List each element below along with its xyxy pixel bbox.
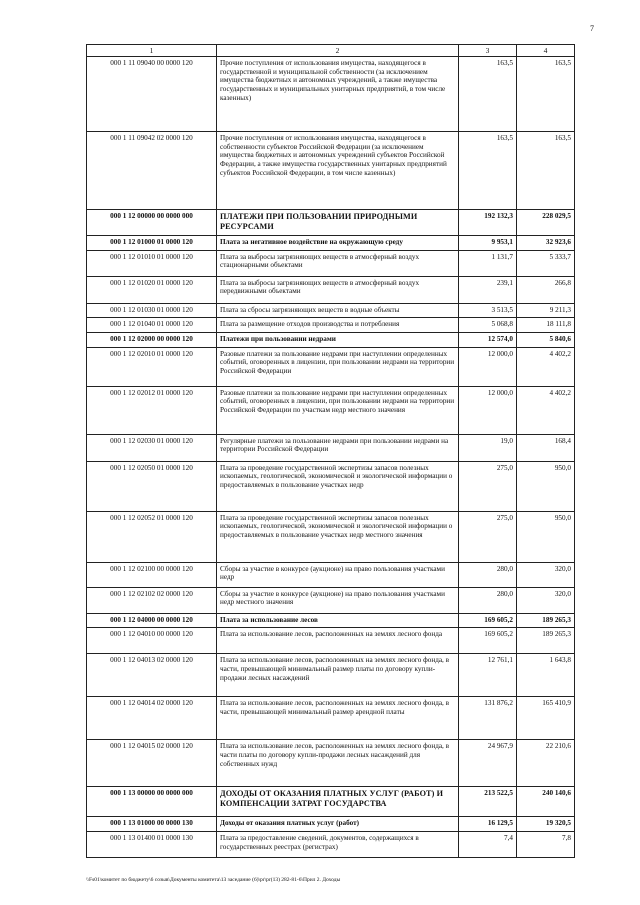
revenue-name: Плата за использование лесов, расположенных на землях лесного фонда, в части, превышающей минимальный размер арендной платы: [217, 697, 459, 740]
revenue-name: Разовые платежи за пользование недрами при наступлении определенных событий, оговоренных в лицензии, при пользовании недрами на территории Российской Федерации по участкам недр местного значения: [217, 386, 459, 434]
value-year-1: 12 574,0: [459, 332, 517, 347]
revenue-code: 000 1 11 09042 02 0000 120: [87, 132, 217, 210]
table-row: [87, 562, 575, 587]
revenue-name: Плата за проведение государственной экспертизы запасов полезных ископаемых, геологической, экономической и экологической информации о предоставляемых в пользование участках недр местного значения: [217, 511, 459, 562]
table-header-row: [87, 45, 575, 57]
revenue-code: 000 1 12 02010 01 0000 120: [87, 347, 217, 386]
value-year-1: 12 000,0: [459, 386, 517, 434]
revenue-code: 000 1 12 04015 02 0000 120: [87, 740, 217, 787]
revenue-code: 000 1 13 00000 00 0000 000: [87, 787, 217, 817]
revenue-code: 000 1 12 02102 02 0000 120: [87, 587, 217, 613]
value-year-2: 4 402,2: [517, 386, 575, 434]
value-year-2: 5 840,6: [517, 332, 575, 347]
value-year-2: 320,0: [517, 562, 575, 587]
value-year-2: 18 111,8: [517, 318, 575, 333]
table-row: [87, 386, 575, 434]
table-row: [87, 613, 575, 628]
value-year-1: 16 129,5: [459, 817, 517, 832]
revenue-name: Прочие поступления от использования имущества, находящегося в собственности субъектов Российской Федерации (за исключением имущества бюджетных и автономных учреждений субъектов Российской Федерации, а также имущества государственных унитарных предприятий субъектов Российской Федерации, в том числе казенных): [217, 132, 459, 210]
value-year-2: 32 923,6: [517, 235, 575, 250]
value-year-1: 131 876,2: [459, 697, 517, 740]
revenue-code: 000 1 12 02012 01 0000 120: [87, 386, 217, 434]
table-row: [87, 628, 575, 654]
value-year-1: 213 522,5: [459, 787, 517, 817]
value-year-2: 22 210,6: [517, 740, 575, 787]
value-year-1: 239,1: [459, 276, 517, 303]
table-row: [87, 697, 575, 740]
revenue-name: Доходы от оказания платных услуг (работ): [217, 817, 459, 832]
value-year-2: 228 029,5: [517, 210, 575, 236]
revenue-name: Плата за размещение отходов производства и потребления: [217, 318, 459, 333]
value-year-1: 3 513,5: [459, 303, 517, 318]
value-year-1: 280,0: [459, 562, 517, 587]
table-row: [87, 332, 575, 347]
column-header: 1: [87, 45, 217, 57]
value-year-2: 163,5: [517, 57, 575, 132]
revenue-name: Плата за использование лесов, расположенных на землях лесного фонда, в части, превышающей минимальный размер платы по договору купли-продажи лесных насаждений: [217, 654, 459, 697]
value-year-1: 280,0: [459, 587, 517, 613]
table-row: [87, 347, 575, 386]
revenue-code: 000 1 12 02100 00 0000 120: [87, 562, 217, 587]
table-row: [87, 57, 575, 132]
revenue-code: 000 1 12 01030 01 0000 120: [87, 303, 217, 318]
revenue-name: ПЛАТЕЖИ ПРИ ПОЛЬЗОВАНИИ ПРИРОДНЫМИ РЕСУРСАМИ: [217, 210, 459, 236]
revenue-name: Плата за проведение государственной экспертизы запасов полезных ископаемых, геологической, экономической и экологической информации о предоставляемых в пользование участках недр: [217, 461, 459, 511]
value-year-1: 169 605,2: [459, 613, 517, 628]
value-year-2: 19 320,5: [517, 817, 575, 832]
value-year-1: 12 000,0: [459, 347, 517, 386]
value-year-1: 19,0: [459, 434, 517, 461]
table-row: [87, 787, 575, 817]
value-year-2: 5 333,7: [517, 250, 575, 276]
value-year-1: 163,5: [459, 132, 517, 210]
revenue-code: 000 1 12 04014 02 0000 120: [87, 697, 217, 740]
revenue-name: Регулярные платежи за пользование недрами при пользовании недрами на территории Российской Федерации: [217, 434, 459, 461]
value-year-1: 1 131,7: [459, 250, 517, 276]
revenue-code: 000 1 12 01010 01 0000 120: [87, 250, 217, 276]
revenue-code: 000 1 12 04010 00 0000 120: [87, 628, 217, 654]
table-row: [87, 235, 575, 250]
revenue-code: 000 1 12 02050 01 0000 120: [87, 461, 217, 511]
value-year-1: 169 605,2: [459, 628, 517, 654]
revenue-code: 000 1 12 02052 01 0000 120: [87, 511, 217, 562]
table-row: [87, 511, 575, 562]
revenue-name: Сборы за участие в конкурсе (аукционе) на право пользования участками недр: [217, 562, 459, 587]
table-row: [87, 250, 575, 276]
value-year-1: 5 068,8: [459, 318, 517, 333]
table-row: [87, 276, 575, 303]
revenue-name: Плата за сбросы загрязняющих веществ в водные объекты: [217, 303, 459, 318]
column-header: 2: [217, 45, 459, 57]
page-number: 7: [590, 24, 594, 33]
revenue-name: Плата за использование лесов, расположенных на землях лесного фонда, в части платы по договору купли-продажи лесных насаждений для собственных нужд: [217, 740, 459, 787]
table-row: [87, 817, 575, 832]
value-year-2: 189 265,3: [517, 613, 575, 628]
value-year-2: 165 410,9: [517, 697, 575, 740]
value-year-1: 24 967,9: [459, 740, 517, 787]
revenue-table: [86, 44, 575, 858]
revenue-name: Плата за использование лесов: [217, 613, 459, 628]
revenue-name: Плата за выбросы загрязняющих веществ в атмосферный воздух передвижными объектами: [217, 276, 459, 303]
table-row: [87, 654, 575, 697]
table-row: [87, 132, 575, 210]
value-year-2: 163,5: [517, 132, 575, 210]
revenue-name: Платежи при пользовании недрами: [217, 332, 459, 347]
revenue-code: 000 1 12 01020 01 0000 120: [87, 276, 217, 303]
value-year-2: 240 140,6: [517, 787, 575, 817]
revenue-code: 000 1 12 02000 00 0000 120: [87, 332, 217, 347]
revenue-name: ДОХОДЫ ОТ ОКАЗАНИЯ ПЛАТНЫХ УСЛУГ (РАБОТ) И КОМПЕНСАЦИИ ЗАТРАТ ГОСУДАРСТВА: [217, 787, 459, 817]
revenue-code: 000 1 12 04013 02 0000 120: [87, 654, 217, 697]
value-year-2: 320,0: [517, 587, 575, 613]
table-row: [87, 303, 575, 318]
revenue-code: 000 1 12 02030 01 0000 120: [87, 434, 217, 461]
value-year-2: 1 643,8: [517, 654, 575, 697]
table-row: [87, 740, 575, 787]
value-year-2: 168,4: [517, 434, 575, 461]
revenue-name: Плата за негативное воздействие на окружающую среду: [217, 235, 459, 250]
table-row: [87, 210, 575, 236]
revenue-code: 000 1 12 04000 00 0000 120: [87, 613, 217, 628]
file-path-footer: \\Fs01\комитет по бюджету\6 созыв\Документы комитета\13 заседание (6)\pr\pr(13) 282-81-6\Прил 2. Доходы: [86, 877, 341, 883]
value-year-2: 950,0: [517, 461, 575, 511]
revenue-name: Плата за использование лесов, расположенных на землях лесного фонда: [217, 628, 459, 654]
revenue-code: 000 1 12 01000 01 0000 120: [87, 235, 217, 250]
value-year-2: 4 402,2: [517, 347, 575, 386]
revenue-name: Сборы за участие в конкурсе (аукционе) на право пользования участками недр местного значения: [217, 587, 459, 613]
column-header: 4: [517, 45, 575, 57]
table-row: [87, 318, 575, 333]
revenue-code: 000 1 12 01040 01 0000 120: [87, 318, 217, 333]
value-year-2: 950,0: [517, 511, 575, 562]
table-row: [87, 434, 575, 461]
value-year-1: 192 132,3: [459, 210, 517, 236]
revenue-name: Прочие поступления от использования имущества, находящегося в государственной и муниципальной собственности (за исключением имущества бюджетных и автономных учреждений, а также имущества государственных и муниципальных унитарных предприятий, в том числе казенных): [217, 57, 459, 132]
value-year-1: 163,5: [459, 57, 517, 132]
value-year-1: 275,0: [459, 461, 517, 511]
revenue-name: Плата за предоставление сведений, документов, содержащихся в государственных реестрах (регистрах): [217, 831, 459, 857]
table-row: [87, 831, 575, 857]
value-year-2: 9 211,3: [517, 303, 575, 318]
revenue-code: 000 1 13 01000 00 0000 130: [87, 817, 217, 832]
revenue-code: 000 1 13 01400 01 0000 130: [87, 831, 217, 857]
value-year-1: 275,0: [459, 511, 517, 562]
column-header: 3: [459, 45, 517, 57]
value-year-2: 7,8: [517, 831, 575, 857]
value-year-2: 266,8: [517, 276, 575, 303]
revenue-code: 000 1 12 00000 00 0000 000: [87, 210, 217, 236]
value-year-1: 9 953,1: [459, 235, 517, 250]
value-year-1: 12 761,1: [459, 654, 517, 697]
revenue-name: Разовые платежи за пользование недрами при наступлении определенных событий, оговоренных в лицензии, при пользовании недрами на территории Российской Федерации: [217, 347, 459, 386]
table-row: [87, 587, 575, 613]
value-year-2: 189 265,3: [517, 628, 575, 654]
revenue-name: Плата за выбросы загрязняющих веществ в атмосферный воздух стационарными объектами: [217, 250, 459, 276]
revenue-code: 000 1 11 09040 00 0000 120: [87, 57, 217, 132]
value-year-1: 7,4: [459, 831, 517, 857]
table-row: [87, 461, 575, 511]
